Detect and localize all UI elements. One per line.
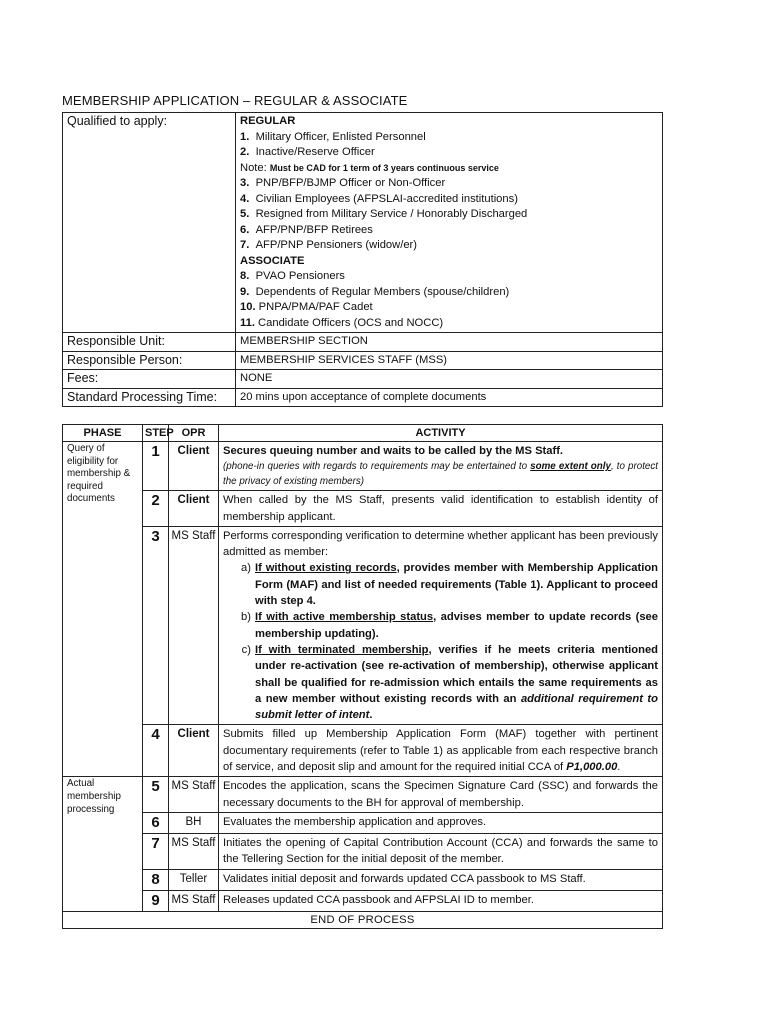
page-title: MEMBERSHIP APPLICATION – REGULAR & ASSOCIATE [62, 93, 408, 108]
qualified-list [236, 113, 663, 333]
table-row [63, 869, 663, 890]
list-item: 4. Civilian Employees (AFPSLAI-accredited institutions) [240, 192, 518, 205]
responsible-unit-row [63, 333, 663, 352]
step-number: 7 [143, 833, 169, 869]
row-label: Fees: [63, 370, 236, 389]
opr-cell: Client [169, 491, 219, 527]
step-number: 6 [143, 812, 169, 833]
list-item: 9. Dependents of Regular Members (spouse/children) [240, 285, 510, 298]
step-number: 2 [143, 491, 169, 527]
opr-cell: MS Staff [169, 833, 219, 869]
activity-header: ACTIVITY [219, 425, 663, 442]
table-row [63, 777, 663, 813]
process-header-row [63, 425, 663, 442]
row-label: Standard Processing Time: [63, 388, 236, 407]
opr-cell: Client [169, 725, 219, 777]
phase-actual: Actual membership processing [63, 777, 143, 911]
step-number: 1 [143, 442, 169, 491]
info-table [62, 112, 663, 407]
row-label: Responsible Person: [63, 351, 236, 370]
opr-cell: Client [169, 442, 219, 491]
activity-cell: Submits filled up Membership Application Form (MAF) together with pertinent documentary requirements (refer to Table 1) as applicable from each respective branch of service, and deposit slip and amount for the required initial CCA of P1,000.00. [219, 725, 663, 777]
table-row [63, 890, 663, 911]
phase-header: PHASE [63, 425, 143, 442]
fees-row [63, 370, 663, 389]
step-number: 9 [143, 890, 169, 911]
activity-cell: Secures queuing number and waits to be called by the MS Staff. (phone-in queries with regards to requirements may be entertained to some extent only, to protect the privacy of existing members) [219, 442, 663, 491]
activity-cell: Evaluates the membership application and approves. [219, 812, 663, 833]
opr-header: OPR [169, 425, 219, 442]
step-header: STEP [143, 425, 169, 442]
list-item: 11. Candidate Officers (OCS and NOCC) [240, 316, 444, 329]
activity-cell: Encodes the application, scans the Specimen Signature Card (SSC) and forwards the necessary documents to the BH for approval of membership. [219, 777, 663, 813]
eligibility-note: Note: Must be CAD for 1 term of 3 years continuous service [240, 161, 499, 174]
step-number: 4 [143, 725, 169, 777]
activity-cell: Releases updated CCA passbook and AFPSLAI ID to member. [219, 890, 663, 911]
activity-cell: Initiates the opening of Capital Contribution Account (CCA) and forwards the same to the Tellering Section for the initial deposit of the member. [219, 833, 663, 869]
table-row [63, 833, 663, 869]
opr-cell: MS Staff [169, 777, 219, 813]
associate-heading: ASSOCIATE [240, 254, 305, 267]
table-row [63, 526, 663, 725]
end-of-process: END OF PROCESS [63, 911, 663, 928]
phase-query: Query of eligibility for membership & required documents [63, 442, 143, 777]
regular-heading: REGULAR [240, 115, 296, 127]
list-item: 5. Resigned from Military Service / Honorably Discharged [240, 208, 528, 220]
activity-cell: Performs corresponding verification to determine whether applicant has been previously admitted as member: a) If without existing records, provides member with Membership Application Form (MAF) and list of needed requirements (Table 1). Applicant to proceed with step 4. b) If with active membership status, advises member to update records (see membership updating). c) If with terminated membership, verifies if he meets criteria mentioned under re-activation (see re-activation of membership), otherwise applicant shall be qualified for re-admission which entails the same requirements as a new member without existing records with an additional requirement to submit letter of intent. [219, 526, 663, 725]
responsible-person-row [63, 351, 663, 370]
opr-cell: BH [169, 812, 219, 833]
end-row [63, 911, 663, 928]
list-item: 1. Military Officer, Enlisted Personnel [240, 130, 426, 143]
process-table [62, 424, 663, 929]
row-value: MEMBERSHIP SERVICES STAFF (MSS) [236, 351, 663, 370]
row-label: Responsible Unit: [63, 333, 236, 352]
table-row [63, 812, 663, 833]
table-row [63, 725, 663, 777]
opr-cell: MS Staff [169, 890, 219, 911]
step-number: 3 [143, 526, 169, 725]
opr-cell: Teller [169, 869, 219, 890]
qualified-label: Qualified to apply: [63, 113, 236, 333]
processing-time-row [63, 388, 663, 407]
qualified-row [63, 113, 663, 333]
activity-cell: Validates initial deposit and forwards updated CCA passbook to MS Staff. [219, 869, 663, 890]
list-item: 7. AFP/PNP Pensioners (widow/er) [240, 239, 418, 251]
row-value: 20 mins upon acceptance of complete documents [236, 388, 663, 407]
opr-cell: MS Staff [169, 526, 219, 725]
step-number: 5 [143, 777, 169, 813]
list-item: 3. PNP/BFP/BJMP Officer or Non-Officer [240, 177, 446, 189]
table-row [63, 442, 663, 491]
activity-cell: When called by the MS Staff, presents valid identification to establish identity of membership applicant. [219, 491, 663, 527]
list-item: 10. PNPA/PMA/PAF Cadet [240, 301, 373, 313]
row-value: MEMBERSHIP SECTION [236, 333, 663, 352]
list-item: 8. PVAO Pensioners [240, 270, 345, 282]
list-item: 6. AFP/PNP/BFP Retirees [240, 223, 373, 236]
step-number: 8 [143, 869, 169, 890]
list-item: 2. Inactive/Reserve Officer [240, 146, 375, 158]
row-value: NONE [236, 370, 663, 389]
table-row [63, 491, 663, 527]
